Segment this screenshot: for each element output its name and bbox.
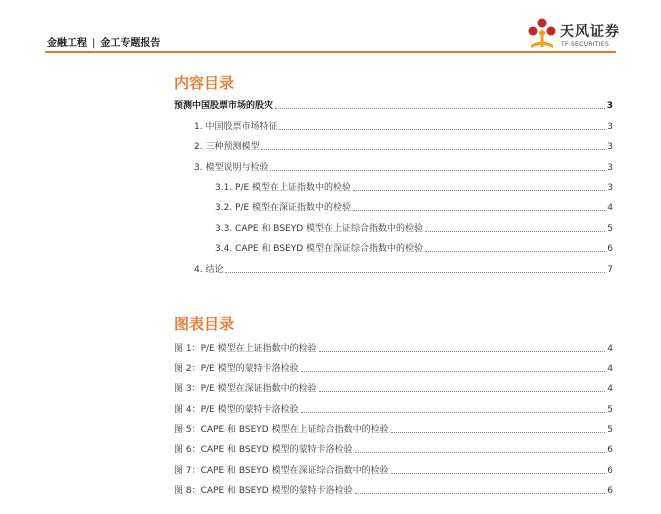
figure-entry[interactable] bbox=[174, 483, 613, 497]
logo-mark-icon bbox=[526, 16, 558, 50]
figures-title: 图表目录 bbox=[174, 315, 235, 333]
figure-entry-text: 图 2：P/E 模型的蒙特卡洛检验 bbox=[174, 364, 299, 374]
figure-entry[interactable] bbox=[174, 463, 613, 477]
header-divider bbox=[45, 51, 616, 53]
figure-entry-page: 5 bbox=[607, 425, 613, 435]
toc-entry-text: 2. 三种预测模型 bbox=[194, 142, 260, 152]
leader-dots bbox=[355, 492, 606, 494]
leader-dots bbox=[355, 451, 606, 453]
toc-entry-page: 3 bbox=[607, 163, 613, 173]
logo-cn-text: 天风证券 bbox=[560, 24, 620, 40]
leader-dots bbox=[301, 411, 606, 413]
toc-title: 内容目录 bbox=[174, 74, 235, 92]
toc-entry[interactable] bbox=[194, 119, 613, 133]
report-category bbox=[47, 34, 160, 49]
figure-entry-text: 图 3：P/E 模型在深证指数中的检验 bbox=[174, 384, 317, 394]
leader-dots bbox=[275, 107, 605, 109]
leader-dots bbox=[353, 189, 605, 191]
toc-entry[interactable] bbox=[174, 98, 613, 112]
figure-entry-page: 5 bbox=[607, 405, 613, 415]
toc-entry-text: 预测中国股票市场的股灾 bbox=[174, 101, 274, 111]
leader-dots bbox=[391, 431, 606, 433]
toc-entry-page: 3 bbox=[607, 183, 613, 193]
figure-entry-page: 6 bbox=[607, 445, 613, 455]
figure-entry-text: 图 5：CAPE 和 BSEYD 模型在上证综合指数中的检验 bbox=[174, 425, 389, 435]
toc-entry[interactable] bbox=[194, 139, 613, 153]
report-type-label: 金工专题报告 bbox=[100, 38, 161, 49]
leader-dots bbox=[353, 209, 605, 211]
figure-entry-text: 图 8：CAPE 和 BSEYD 模型的蒙特卡洛检验 bbox=[174, 486, 353, 496]
leader-dots bbox=[301, 370, 606, 372]
toc-entry-text: 3.3. CAPE 和 BSEYD 模型在上证综合指数中的检验 bbox=[215, 224, 424, 234]
figure-entry[interactable] bbox=[174, 442, 613, 456]
leader-dots bbox=[319, 390, 606, 392]
leader-dots bbox=[270, 169, 605, 171]
logo-en-text: TF SECURITIES bbox=[561, 41, 610, 48]
toc-entry-text: 3. 模型说明与检验 bbox=[194, 163, 269, 173]
toc-entry-page: 7 bbox=[607, 265, 613, 275]
toc-entry[interactable] bbox=[215, 180, 613, 194]
figure-entry-text: 图 1：P/E 模型在上证指数中的检验 bbox=[174, 344, 317, 354]
category-label: 金融工程 bbox=[47, 38, 87, 49]
leader-dots bbox=[391, 472, 606, 474]
toc-entry[interactable] bbox=[194, 262, 613, 276]
figure-entry-page: 4 bbox=[607, 384, 613, 394]
category-separator: | bbox=[92, 38, 96, 49]
figure-entry-page: 6 bbox=[607, 466, 613, 476]
toc-entry-page: 3 bbox=[606, 101, 613, 111]
toc-entry-text: 1. 中国股票市场特征 bbox=[194, 122, 278, 132]
figure-entry[interactable] bbox=[174, 381, 613, 395]
toc-entry-page: 6 bbox=[607, 244, 613, 254]
toc-entry-text: 3.1. P/E 模型在上证指数中的检验 bbox=[215, 183, 352, 193]
figure-entry-text: 图 4：P/E 模型的蒙特卡洛检验 bbox=[174, 405, 299, 415]
toc-entry[interactable] bbox=[215, 200, 613, 214]
figure-entry[interactable] bbox=[174, 361, 613, 375]
leader-dots bbox=[319, 350, 606, 352]
toc-entry-page: 3 bbox=[607, 142, 613, 152]
toc-entry[interactable] bbox=[215, 241, 613, 255]
leader-dots bbox=[425, 230, 605, 232]
figure-entry-page: 4 bbox=[607, 344, 613, 354]
leader-dots bbox=[279, 128, 605, 130]
figure-entry-page: 4 bbox=[607, 364, 613, 374]
toc-entry-text: 3.4. CAPE 和 BSEYD 模型在深证综合指数中的检验 bbox=[215, 244, 424, 254]
leader-dots bbox=[425, 250, 605, 252]
toc-entry-text: 3.2. P/E 模型在深证指数中的检验 bbox=[215, 203, 352, 213]
toc-entry[interactable] bbox=[215, 221, 613, 235]
toc-entry[interactable] bbox=[194, 160, 613, 174]
leader-dots bbox=[225, 271, 605, 273]
toc-entry-page: 5 bbox=[607, 224, 613, 234]
company-logo bbox=[526, 16, 626, 50]
leader-dots bbox=[261, 148, 605, 150]
figure-entry-page: 6 bbox=[607, 486, 613, 496]
toc-entry-text: 4. 结论 bbox=[194, 265, 224, 275]
figure-entry-text: 图 6：CAPE 和 BSEYD 模型的蒙特卡洛检验 bbox=[174, 445, 353, 455]
figure-entry-text: 图 7：CAPE 和 BSEYD 模型在深证综合指数中的检验 bbox=[174, 466, 389, 476]
toc-entry-page: 4 bbox=[607, 203, 613, 213]
figure-entry[interactable] bbox=[174, 341, 613, 355]
toc-entry-page: 3 bbox=[607, 122, 613, 132]
figure-entry[interactable] bbox=[174, 422, 613, 436]
figure-entry[interactable] bbox=[174, 402, 613, 416]
